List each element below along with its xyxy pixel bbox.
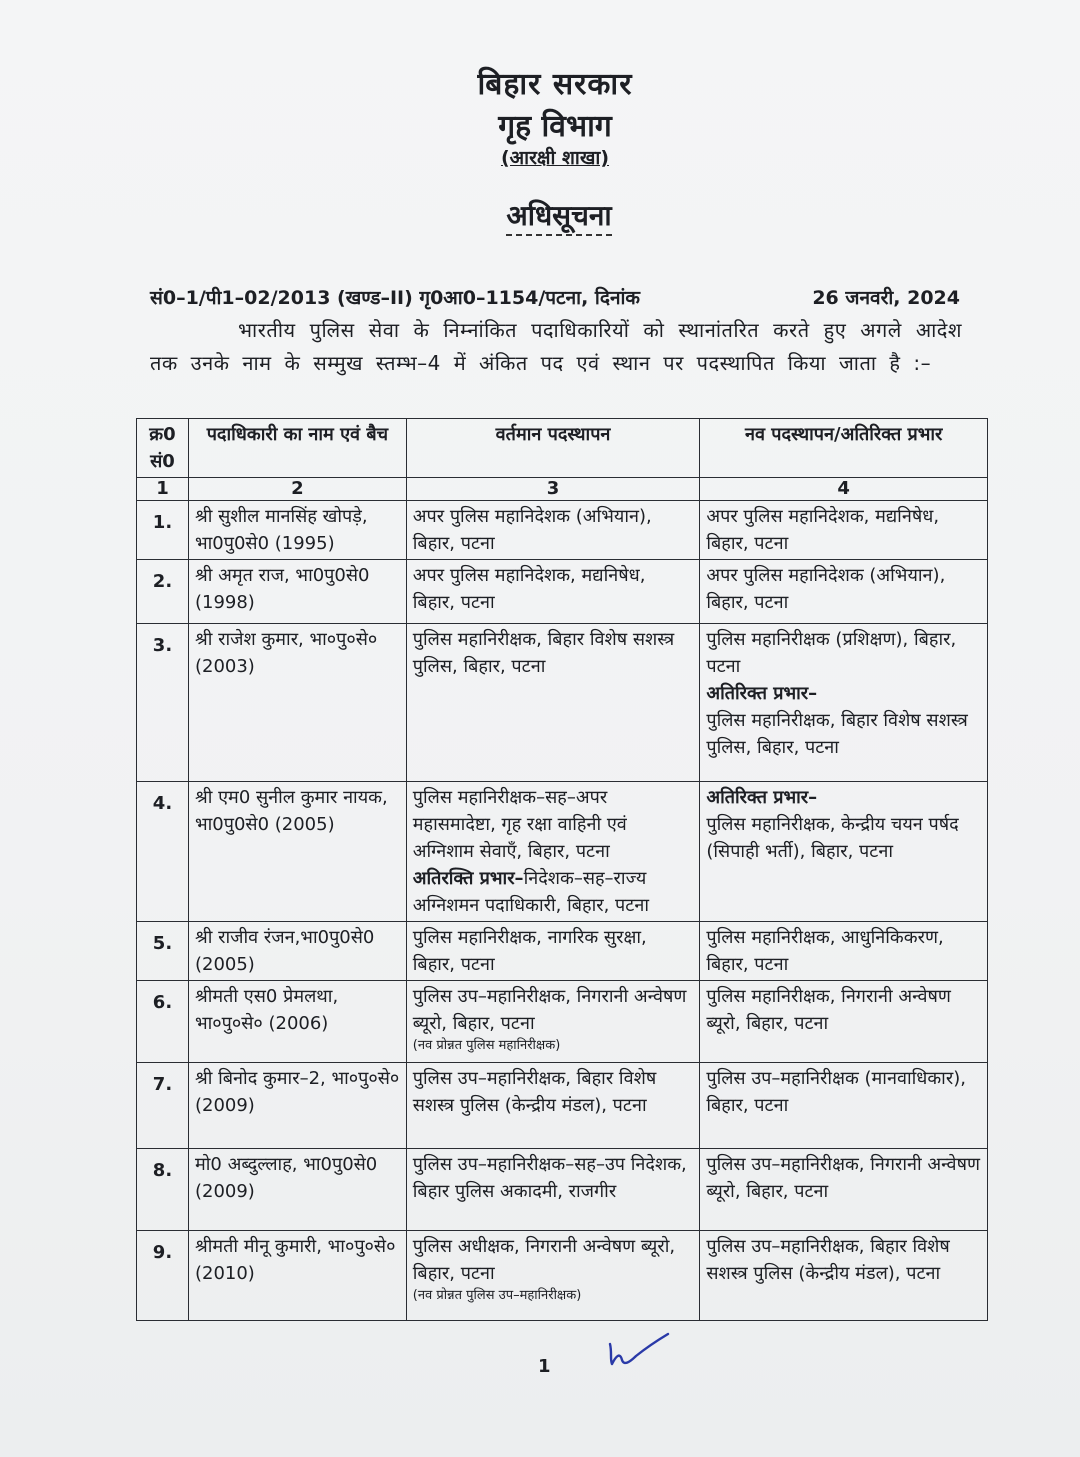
new-posting-cell xyxy=(700,1231,988,1321)
column-number: 4 xyxy=(700,478,988,501)
column-number: 1 xyxy=(137,478,189,501)
officer-name: श्री राजीव रंजन,भा0पु0से0 (2005) xyxy=(188,922,406,981)
officer-name: श्री राजेश कुमार, भा०पु०से० (2003) xyxy=(188,624,406,782)
signature-mark xyxy=(604,1330,674,1374)
additional-charge-text: पुलिस महानिरीक्षक, केन्द्रीय चयन पर्षद (सिपाही भर्ती), बिहार, पटना xyxy=(706,814,959,862)
promotion-note: (नव प्रोन्नत पुलिस महानिरीक्षक) xyxy=(412,1038,561,1053)
officer-name: मो0 अब्दुल्लाह, भा0पु0से0 (2009) xyxy=(188,1149,406,1231)
new-posting-cell xyxy=(700,782,988,922)
column-number: 3 xyxy=(406,478,700,501)
officer-name: श्रीमती मीनू कुमारी, भा०पु०से० (2010) xyxy=(188,1231,406,1321)
serial-number: 8. xyxy=(137,1149,189,1231)
current-posting: पुलिस अधीक्षक, निगरानी अन्वेषण ब्यूरो, बिहार, पटना xyxy=(412,1236,676,1284)
new-posting: पुलिस महानिरीक्षक, आधुनिकिकरण, बिहार, पटना xyxy=(706,927,944,975)
new-posting: अपर पुलिस महानिदेशक (अभियान), बिहार, पटना xyxy=(706,565,946,613)
new-posting-cell xyxy=(700,560,988,624)
new-posting-cell xyxy=(700,624,988,782)
serial-number: 2. xyxy=(137,560,189,624)
table-row xyxy=(137,501,988,560)
new-posting: पुलिस उप–महानिरीक्षक, निगरानी अन्वेषण ब्यूरो, बिहार, पटना xyxy=(706,1154,980,1202)
column-number-row xyxy=(137,478,988,501)
new-posting-cell xyxy=(700,922,988,981)
new-posting: अपर पुलिस महानिदेशक, मद्यनिषेध, बिहार, पटना xyxy=(706,506,940,554)
current-posting-cell xyxy=(406,1231,700,1321)
officer-name: श्री एम0 सुनील कुमार नायक, भा0पु0से0 (2005) xyxy=(188,782,406,922)
additional-charge-label: अतिरिक्त प्रभार– xyxy=(706,787,818,808)
officer-name: श्री अमृत राज, भा0पु0से0 (1998) xyxy=(188,560,406,624)
current-posting: पुलिस उप–महानिरीक्षक, बिहार विशेष सशस्त्र पुलिस (केन्द्रीय मंडल), पटना xyxy=(412,1068,657,1116)
serial-number: 4. xyxy=(137,782,189,922)
promotion-note: (नव प्रोन्नत पुलिस उप–महानिरीक्षक) xyxy=(412,1288,582,1303)
table-header-row xyxy=(137,419,988,478)
new-posting: पुलिस महानिरीक्षक, निगरानी अन्वेषण ब्यूरो, बिहार, पटना xyxy=(706,986,951,1034)
table-row xyxy=(137,922,988,981)
serial-number: 1. xyxy=(137,501,189,560)
current-additional-charge xyxy=(413,865,694,919)
officer-name: श्रीमती एस0 प्रेमलथा, भा०पु०से० (2006) xyxy=(188,981,406,1063)
notification-title xyxy=(0,196,1080,234)
serial-number: 7. xyxy=(137,1063,189,1149)
current-posting-cell xyxy=(406,922,700,981)
new-posting-cell xyxy=(700,1063,988,1149)
table-row xyxy=(137,1231,988,1321)
header-current-posting: वर्तमान पदस्थापन xyxy=(406,419,700,478)
table-row xyxy=(137,560,988,624)
serial-number: 3. xyxy=(137,624,189,782)
new-posting: पुलिस उप–महानिरीक्षक (मानवाधिकार), बिहार, पटना xyxy=(706,1068,966,1116)
table-row xyxy=(137,981,988,1063)
table-row xyxy=(137,1149,988,1231)
reference-date: 26 जनवरी, 2024 xyxy=(812,287,960,309)
current-posting-cell xyxy=(406,1063,700,1149)
current-posting: अपर पुलिस महानिदेशक (अभियान), बिहार, पटना xyxy=(412,506,652,554)
header-name: पदाधिकारी का नाम एवं बैच xyxy=(188,419,406,478)
posting-table xyxy=(136,418,988,1321)
current-posting-cell xyxy=(406,501,700,560)
additional-charge-text: निदेशक–सह–राज्य अग्निशमन पदाधिकारी, बिहार, पटना xyxy=(412,868,649,916)
table-row xyxy=(137,624,988,782)
serial-number: 5. xyxy=(137,922,189,981)
column-number: 2 xyxy=(188,478,406,501)
serial-number: 9. xyxy=(137,1231,189,1321)
new-posting: पुलिस महानिरीक्षक (प्रशिक्षण), बिहार, पटना xyxy=(706,629,957,677)
government-name: बिहार सरकार xyxy=(477,67,633,102)
current-posting-cell xyxy=(406,624,700,782)
current-posting-cell xyxy=(406,981,700,1063)
intro-paragraph: भारतीय पुलिस सेवा के निम्नांकित पदाधिकारियों को स्थानांतरित करते हुए अगले आदेश तक उनके नाम के सम्मुख स्तम्भ–4 में अंकित पद एवं स्थान पर पदस्थापित किया जाता है :– xyxy=(150,318,962,375)
current-posting: पुलिस उप–महानिरीक्षक, निगरानी अन्वेषण ब्यूरो, बिहार, पटना xyxy=(412,986,687,1034)
header-new-posting: नव पदस्थापन/अतिरिक्त प्रभार xyxy=(700,419,988,478)
current-posting-cell xyxy=(406,1149,700,1231)
table-body xyxy=(137,501,988,1321)
current-posting-cell xyxy=(406,560,700,624)
reference-number: सं0–1/पी1–02/2013 (खण्ड–II) गृ0आ0–1154/पटना, दिनांक xyxy=(150,287,640,309)
officer-name: श्री सुशील मानसिंह खोपड़े, भा0पु0से0 (1995) xyxy=(188,501,406,560)
current-posting: अपर पुलिस महानिदेशक, मद्यनिषेध, बिहार, पटना xyxy=(412,565,646,613)
page-number: 1 xyxy=(538,1356,551,1377)
department-name: गृह विभाग xyxy=(498,109,612,144)
additional-charge-label: अतिरिक्त प्रभार– xyxy=(706,683,818,704)
serial-number: 6. xyxy=(137,981,189,1063)
new-posting-cell xyxy=(700,501,988,560)
current-posting: पुलिस महानिरीक्षक–सह–अपर महासमादेष्टा, गृह रक्षा वाहिनी एवं अग्निशाम सेवाएँ, बिहार, पटना xyxy=(412,787,627,862)
reference-line xyxy=(150,284,960,310)
branch-name xyxy=(0,144,1080,170)
branch-label: (आरक्षी शाखा) xyxy=(500,147,610,169)
table-row xyxy=(137,1063,988,1149)
table-row xyxy=(137,782,988,922)
additional-charge-label: अतिरक्ति प्रभार– xyxy=(412,868,524,889)
new-posting-cell xyxy=(700,1149,988,1231)
current-posting: पुलिस महानिरीक्षक, बिहार विशेष सशस्त्र पुलिस, बिहार, पटना xyxy=(412,629,675,677)
new-posting-cell xyxy=(700,981,988,1063)
current-posting: पुलिस उप–महानिरीक्षक–सह–उप निदेशक, बिहार पुलिस अकादमी, राजगीर xyxy=(412,1154,687,1202)
header-serial: क्र0 सं0 xyxy=(137,419,189,478)
current-posting: पुलिस महानिरीक्षक, नागरिक सुरक्षा, बिहार, पटना xyxy=(412,927,647,975)
current-posting-cell xyxy=(406,782,700,922)
additional-charge-text: पुलिस महानिरीक्षक, बिहार विशेष सशस्त्र पुलिस, बिहार, पटना xyxy=(706,710,968,758)
notification-title-text: अधिसूचना xyxy=(506,199,611,236)
new-posting: पुलिस उप–महानिरीक्षक, बिहार विशेष सशस्त्र पुलिस (केन्द्रीय मंडल), पटना xyxy=(706,1236,950,1284)
officer-name: श्री बिनोद कुमार–2, भा०पु०से० (2009) xyxy=(188,1063,406,1149)
